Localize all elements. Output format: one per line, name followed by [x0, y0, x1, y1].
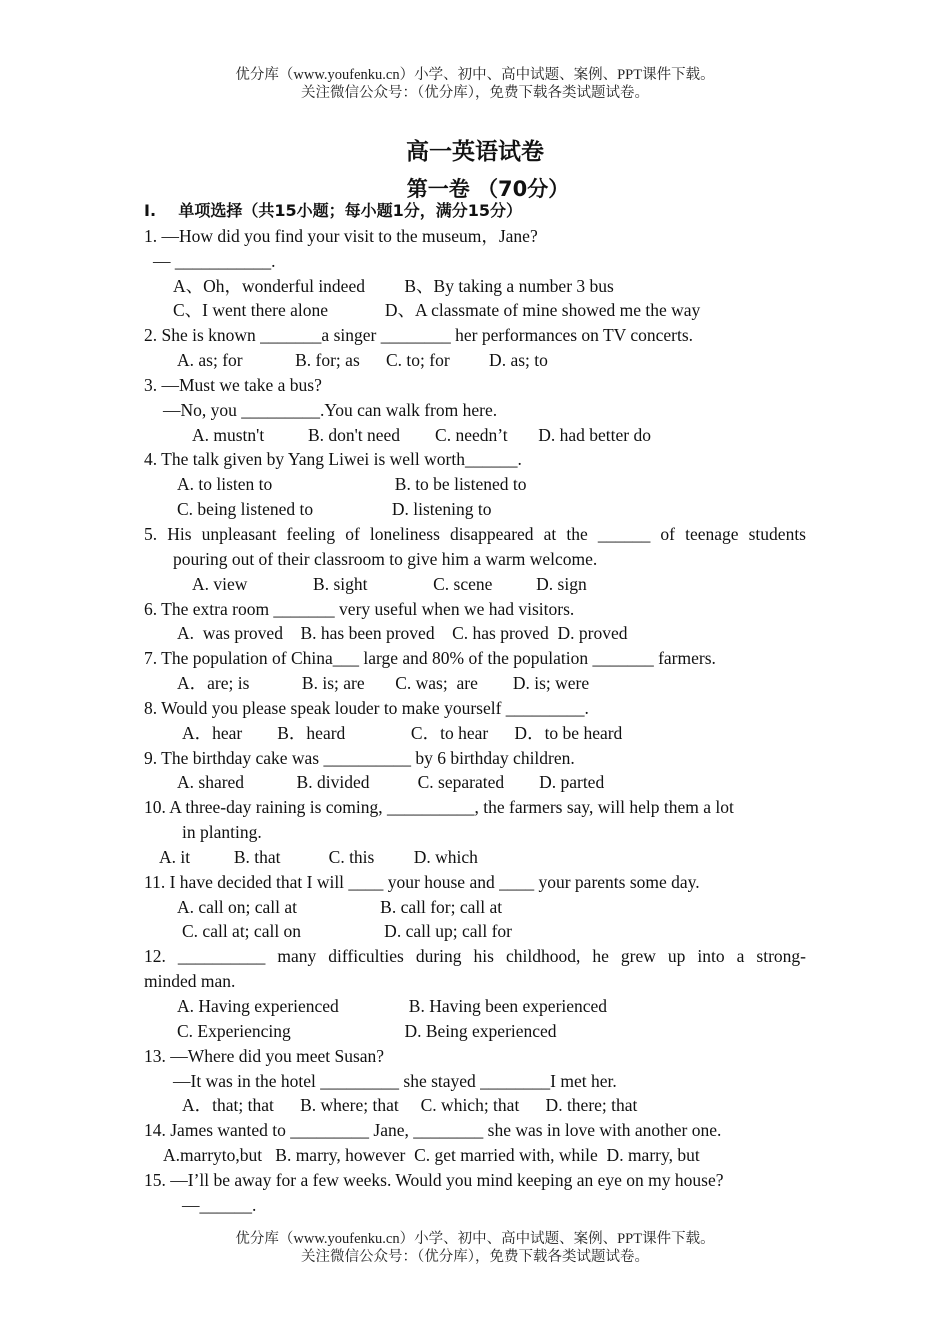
question-line: A. was proved B. has been proved C. has proved D. proved	[177, 623, 628, 644]
question-line: A. as; for B. for; as C. to; for D. as; to	[177, 350, 548, 371]
question-line: 3. —Must we take a bus?	[144, 374, 322, 395]
question-line: A. Having experienced B. Having been experienced	[177, 996, 608, 1016]
question-line: —It was in the hotel _________ she stayed ________I met her.	[173, 1070, 617, 1091]
question-line: 4. The talk given by Yang Liwei is well worth______.	[144, 449, 522, 470]
header-line-1: 优分库（www.youfenku.cn）小学、初中、高中试题、案例、PPT课件下载。	[235, 67, 715, 83]
question-line: — ___________.	[153, 250, 276, 271]
question-line: 9. The birthday cake was __________ by 6 birthday children.	[144, 747, 575, 768]
exam-title: 高一英语试卷	[406, 139, 544, 165]
question-line: C. call at; call on D. call up; call for	[182, 921, 512, 942]
question-line: A. to listen to B. to be listened to	[177, 474, 527, 495]
question-line: A. call on; call at B. call for; call at	[177, 896, 503, 917]
question-line: C. being listened to D. listening to	[177, 499, 492, 520]
question-line: —No, you _________.You can walk from here.	[163, 399, 498, 420]
question-line: A、Oh，wonderful indeed B、By taking a number 3 bus	[173, 275, 614, 296]
header-line-2: 关注微信公众号：（优分库），免费下载各类试题试卷。	[301, 85, 649, 101]
question-line: A.marryto,but B. marry, however C. get married with, while D. marry, but	[163, 1145, 700, 1166]
part-title: 第一卷 （70分）	[406, 177, 570, 201]
question-line: 14. James wanted to _________ Jane, ________ she was in love with another one.	[144, 1120, 722, 1141]
footer-line-1: 优分库（www.youfenku.cn）小学、初中、高中试题、案例、PPT课件下载。	[235, 1231, 715, 1247]
question-line: 7. The population of China___ large and 80% of the population _______ farmers.	[144, 648, 716, 669]
question-line: A. shared B. divided C. separated D. parted	[177, 772, 605, 793]
question-line: 2. She is known _______a singer ________ her performances on TV concerts.	[144, 325, 694, 346]
page-footer	[0, 1230, 950, 1266]
question-line: C、I went there alone D、A classmate of mine showed me the way	[173, 300, 701, 321]
footer-line-2: 关注微信公众号：（优分库），免费下载各类试题试卷。	[301, 1249, 649, 1265]
question-line: A. mustn't B. don't need C. needn’t D. had better do	[192, 424, 651, 445]
question-line: 6. The extra room _______ very useful when we had visitors.	[144, 598, 575, 619]
page-header	[0, 66, 950, 102]
question-line: minded man.	[144, 971, 236, 992]
question-line: 1. —How did you find your visit to the museum，Jane?	[144, 225, 538, 246]
question-line: —______.	[182, 1194, 257, 1215]
question-line: in planting.	[182, 822, 262, 843]
question-line: A．that; that B. where; that C. which; that D. there; that	[182, 1095, 638, 1116]
question-line: A．hear B．heard C．to hear D．to be heard	[182, 722, 623, 743]
question-line: 12. __________ many difficulties during his childhood, he grew up into a strong-	[144, 946, 806, 967]
question-line: 8. Would you please speak louder to make yourself _________.	[144, 697, 589, 718]
section-heading: Ⅰ. 单项选择（共15小题；每小题1分，满分15分）	[144, 201, 522, 220]
question-list	[144, 199, 806, 1218]
question-line: pouring out of their classroom to give him a warm welcome.	[173, 548, 598, 569]
question-line: A．are; is B. is; are C. was; are D. is; were	[177, 673, 590, 694]
question-line: 15. —I’ll be away for a few weeks. Would you mind keeping an eye on my house?	[144, 1169, 724, 1190]
question-line: A. it B. that C. this D. which	[159, 846, 478, 867]
question-line: 5. His unpleasant feeling of loneliness disappeared at the ______ of teenage students	[144, 523, 806, 544]
question-line: 13. —Where did you meet Susan?	[144, 1045, 385, 1066]
question-line: 11. I have decided that I will ____ your house and ____ your parents some day.	[144, 871, 700, 892]
question-line: C. Experiencing D. Being experienced	[177, 1020, 557, 1041]
question-line: A. view B. sight C. scene D. sign	[192, 573, 587, 594]
question-line: 10. A three-day raining is coming, __________, the farmers say, will help them a lot	[144, 797, 734, 818]
